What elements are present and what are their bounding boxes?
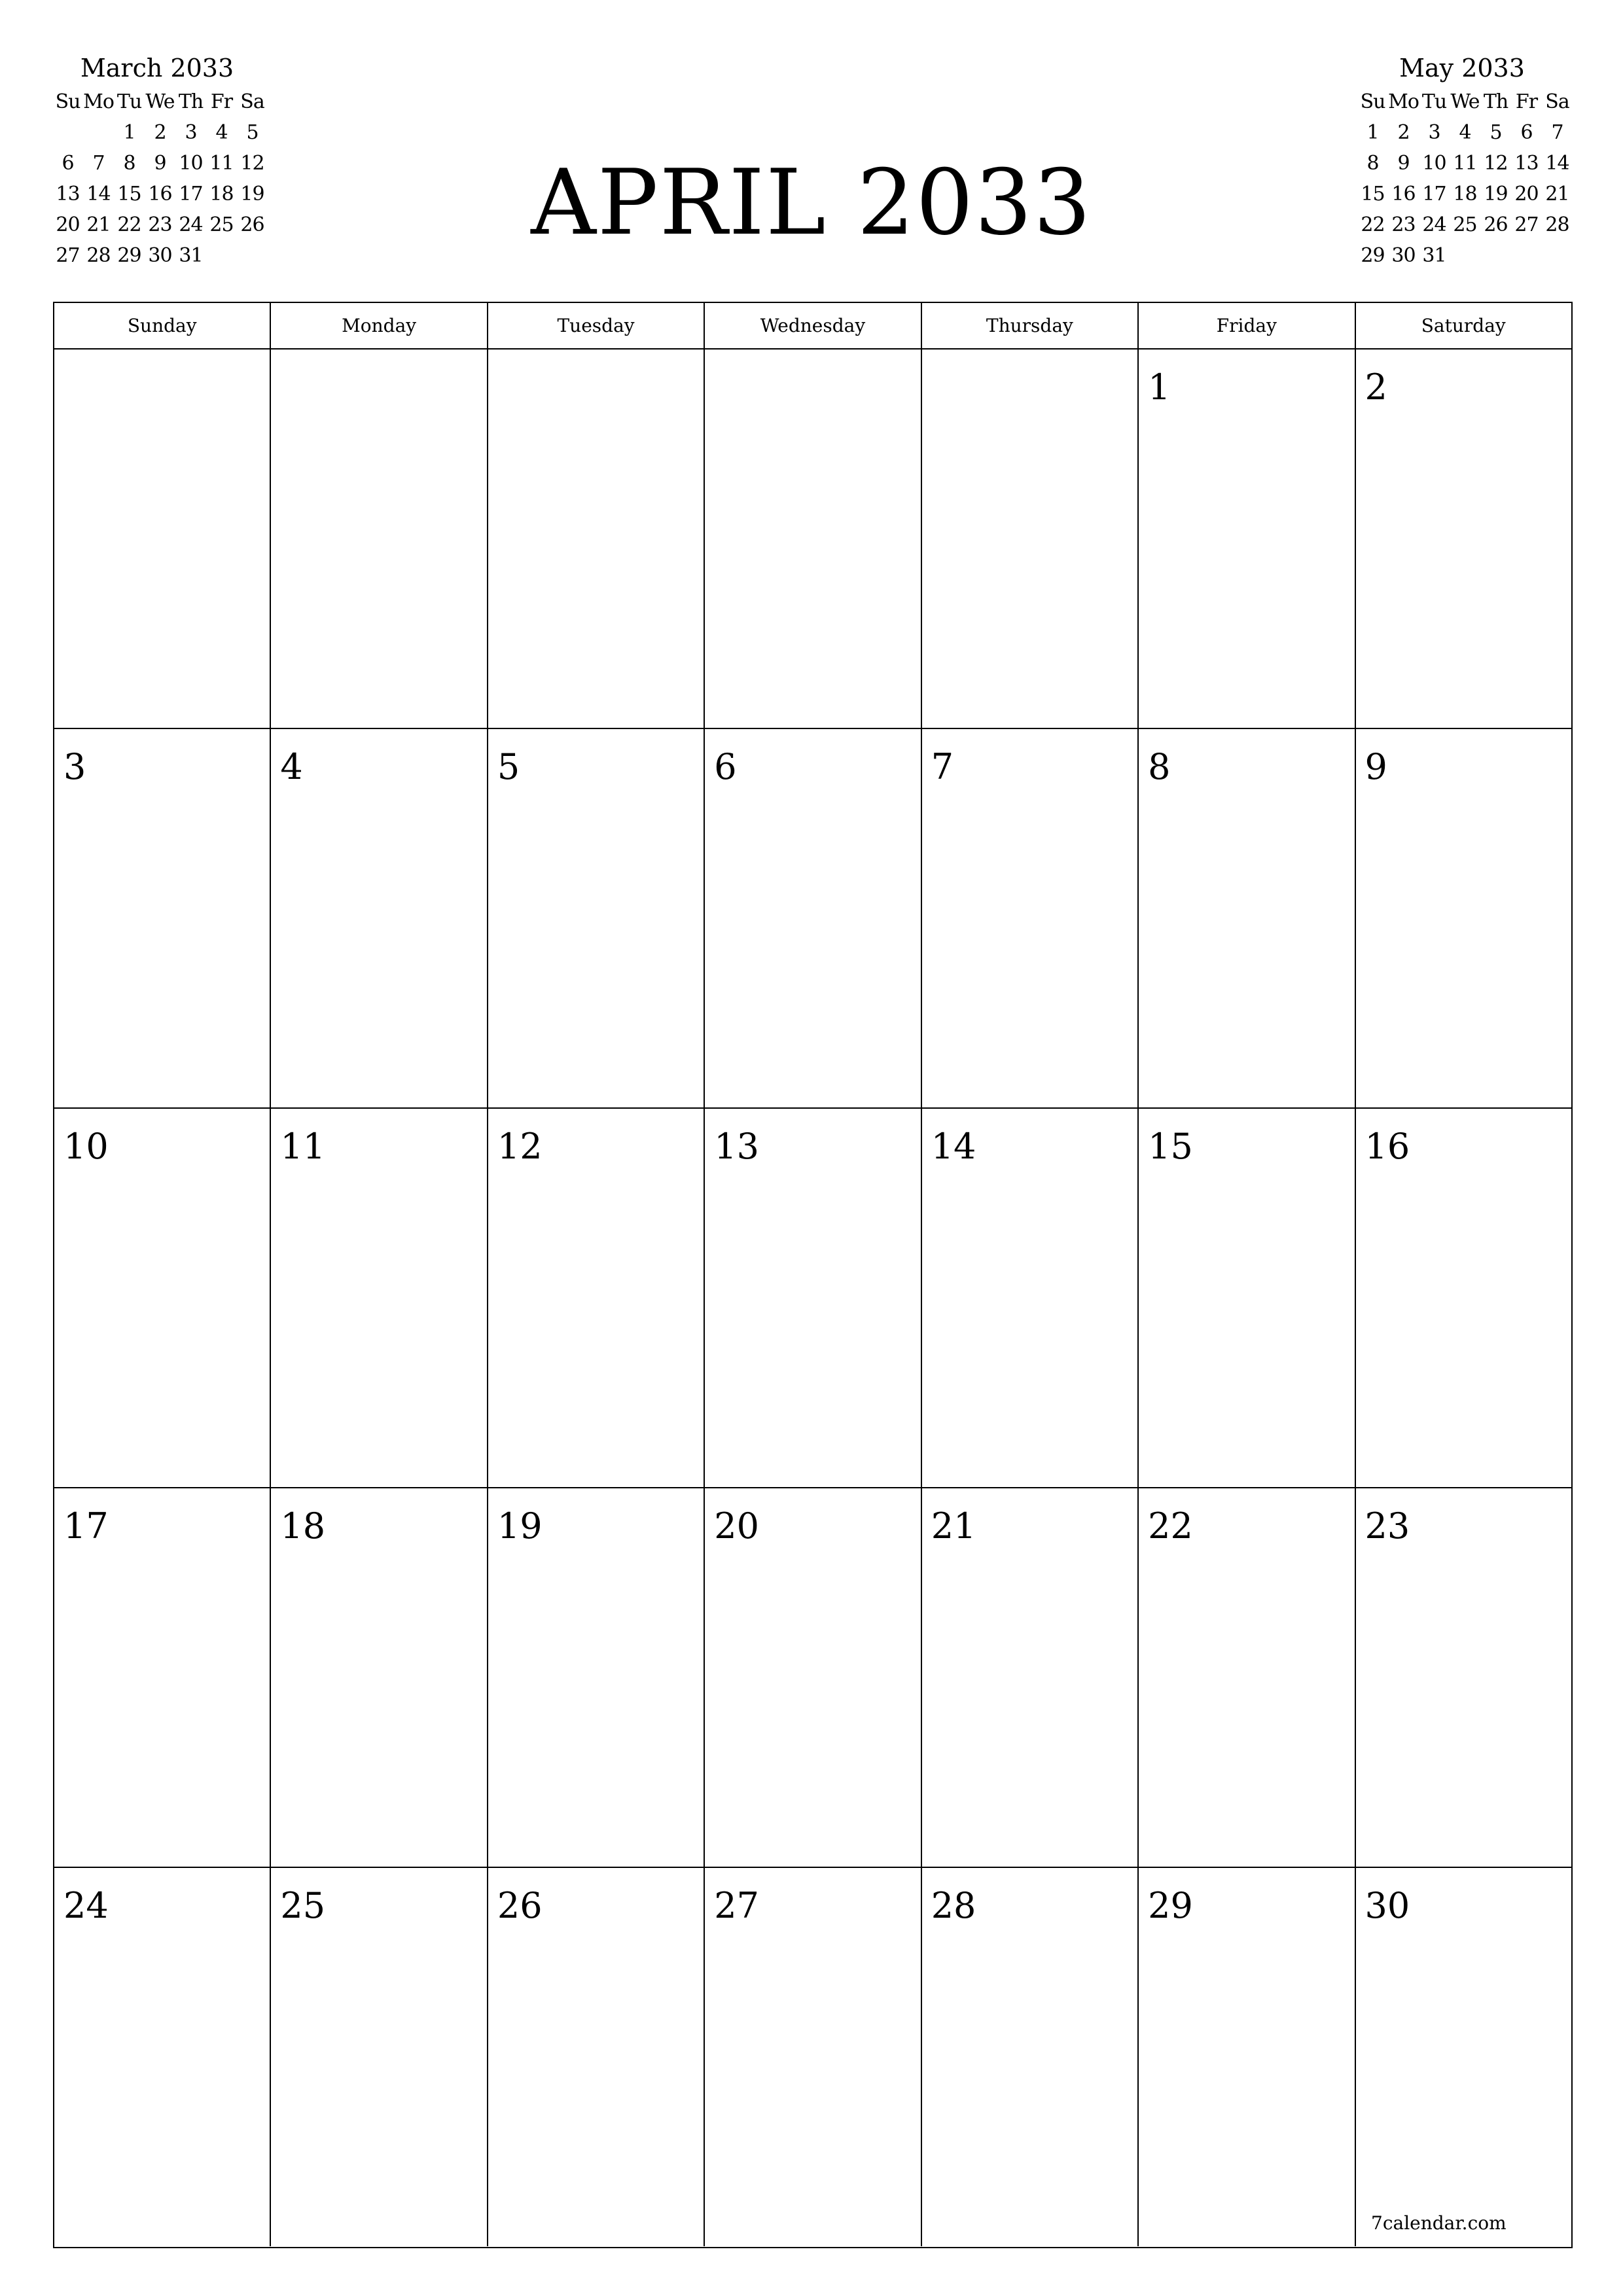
mini-day: 19 — [240, 183, 264, 206]
day-cell — [705, 729, 921, 1107]
mini-calendar-prev — [52, 52, 262, 271]
mini-day — [83, 117, 114, 148]
mini-day: 4 — [1459, 121, 1471, 144]
day-cell — [1139, 729, 1355, 1107]
day-cell — [488, 1868, 705, 2246]
mini-day: 14 — [86, 183, 111, 206]
day-cell — [271, 729, 488, 1107]
day-cell — [705, 1488, 921, 1867]
mini-weekday: Fr — [1515, 90, 1538, 113]
day-cell — [1356, 1868, 1571, 2246]
mini-calendar-next — [1357, 52, 1567, 271]
mini-day: 8 — [123, 152, 135, 175]
mini-weekday: Th — [178, 90, 204, 113]
day-cell — [488, 1488, 705, 1867]
mini-weekday: Sa — [1545, 90, 1569, 113]
day-cell — [271, 1488, 488, 1867]
day-cell — [271, 350, 488, 728]
mini-day: 4 — [215, 121, 228, 144]
mini-weekday: Mo — [1388, 90, 1419, 113]
mini-day: 26 — [1484, 213, 1508, 236]
mini-day: 15 — [117, 183, 141, 206]
mini-day: 15 — [1361, 183, 1385, 206]
mini-day: 24 — [179, 213, 203, 236]
day-cell — [271, 1109, 488, 1487]
day-number: 8 — [1148, 746, 1171, 787]
mini-day: 5 — [246, 121, 259, 144]
day-number: 13 — [714, 1126, 759, 1167]
mini-day: 31 — [179, 244, 203, 267]
mini-day: 7 — [1551, 121, 1563, 144]
mini-weekday: Sa — [240, 90, 264, 113]
day-number: 26 — [497, 1885, 543, 1926]
mini-day: 12 — [1484, 152, 1508, 175]
mini-day — [1542, 240, 1573, 271]
day-number: 17 — [63, 1505, 109, 1547]
mini-weekday: Th — [1483, 90, 1508, 113]
mini-day: 2 — [154, 121, 166, 144]
day-number: 14 — [931, 1126, 976, 1167]
mini-day: 18 — [1453, 183, 1477, 206]
mini-day: 10 — [179, 152, 203, 175]
day-number: 15 — [1148, 1126, 1193, 1167]
mini-day: 21 — [1545, 183, 1569, 206]
mini-day: 3 — [185, 121, 197, 144]
mini-day: 16 — [148, 183, 172, 206]
mini-day: 28 — [86, 244, 111, 267]
mini-day: 28 — [1545, 213, 1569, 236]
day-cell — [922, 729, 1139, 1107]
day-number: 28 — [931, 1885, 976, 1926]
day-cell — [1139, 1488, 1355, 1867]
day-cell — [54, 350, 271, 728]
mini-day: 6 — [1520, 121, 1533, 144]
day-number: 24 — [63, 1885, 109, 1926]
month-grid — [53, 302, 1573, 2248]
day-cell — [54, 1868, 271, 2246]
day-number: 9 — [1364, 746, 1387, 787]
mini-weekday: Fr — [210, 90, 233, 113]
mini-day — [237, 240, 268, 271]
mini-day: 22 — [1361, 213, 1385, 236]
mini-weekday: Tu — [1421, 90, 1447, 113]
mini-weekday: Mo — [83, 90, 114, 113]
day-cell — [705, 1868, 921, 2246]
mini-day: 10 — [1422, 152, 1446, 175]
day-cell — [1139, 1868, 1355, 2246]
mini-day: 13 — [1514, 152, 1539, 175]
day-cell — [922, 350, 1139, 728]
mini-weekday: Su — [55, 90, 80, 113]
day-cell — [54, 1488, 271, 1867]
mini-day — [206, 240, 237, 271]
weekday-header: Thursday — [922, 303, 1139, 348]
day-number: 2 — [1364, 367, 1387, 408]
mini-day: 16 — [1391, 183, 1416, 206]
day-cell — [922, 1109, 1139, 1487]
day-cell — [1356, 1488, 1571, 1867]
day-number: 18 — [280, 1505, 326, 1547]
mini-day: 23 — [148, 213, 172, 236]
day-number: 16 — [1364, 1126, 1410, 1167]
mini-day: 1 — [1366, 121, 1379, 144]
mini-day: 26 — [240, 213, 264, 236]
day-number: 6 — [714, 746, 737, 787]
mini-day: 30 — [148, 244, 172, 267]
day-cell — [1139, 350, 1355, 728]
day-number: 3 — [63, 746, 86, 787]
mini-day: 27 — [1514, 213, 1539, 236]
day-cell — [705, 1109, 921, 1487]
mini-day: 17 — [1422, 183, 1446, 206]
week-row — [54, 1109, 1571, 1488]
day-cell — [488, 350, 705, 728]
mini-calendar-grid — [1357, 86, 1567, 271]
day-number: 22 — [1148, 1505, 1193, 1547]
day-cell — [922, 1488, 1139, 1867]
day-cell — [705, 350, 921, 728]
mini-day: 2 — [1397, 121, 1410, 144]
weekday-header: Saturday — [1421, 315, 1506, 336]
day-cell — [54, 1109, 271, 1487]
day-number: 10 — [63, 1126, 109, 1167]
day-cell — [1356, 1109, 1571, 1487]
day-number: 19 — [497, 1505, 543, 1547]
day-cell — [1356, 729, 1571, 1107]
mini-day: 14 — [1545, 152, 1569, 175]
mini-day: 20 — [56, 213, 80, 236]
day-number: 5 — [497, 746, 520, 787]
mini-calendar-title: May 2033 — [1399, 54, 1525, 82]
mini-calendar-grid — [52, 86, 262, 271]
day-number: 11 — [280, 1126, 326, 1167]
mini-day: 20 — [1514, 183, 1539, 206]
mini-weekday: We — [1450, 90, 1480, 113]
mini-day — [52, 117, 83, 148]
mini-day: 22 — [117, 213, 141, 236]
mini-day: 25 — [1453, 213, 1477, 236]
weekday-header: Sunday — [54, 303, 271, 348]
day-number: 27 — [714, 1885, 759, 1926]
mini-day: 23 — [1391, 213, 1416, 236]
mini-day: 9 — [1397, 152, 1410, 175]
week-row — [54, 350, 1571, 729]
mini-day: 31 — [1422, 244, 1446, 267]
day-cell — [488, 729, 705, 1107]
day-cell — [1356, 350, 1571, 728]
weekday-header: Monday — [271, 303, 488, 348]
mini-day: 13 — [56, 183, 80, 206]
day-number: 4 — [280, 746, 303, 787]
mini-day: 18 — [209, 183, 234, 206]
day-cell — [271, 1868, 488, 2246]
mini-weekday: Tu — [116, 90, 142, 113]
mini-day: 17 — [179, 183, 203, 206]
site-credit: 7calendar.com — [1371, 2212, 1507, 2234]
mini-day: 27 — [56, 244, 80, 267]
mini-day: 29 — [117, 244, 141, 267]
day-cell — [922, 1868, 1139, 2246]
mini-calendar-title: March 2033 — [80, 54, 234, 82]
mini-day: 12 — [240, 152, 264, 175]
day-number: 25 — [280, 1885, 326, 1926]
weekday-header-row — [54, 303, 1571, 350]
mini-day: 29 — [1361, 244, 1385, 267]
mini-day: 25 — [209, 213, 234, 236]
mini-weekday: Su — [1360, 90, 1385, 113]
mini-day: 1 — [123, 121, 135, 144]
week-row — [54, 1488, 1571, 1868]
mini-day: 7 — [92, 152, 105, 175]
day-number: 23 — [1364, 1505, 1410, 1547]
weekday-header: Tuesday — [488, 303, 705, 348]
mini-day: 5 — [1489, 121, 1502, 144]
day-cell — [488, 1109, 705, 1487]
mini-day: 24 — [1422, 213, 1446, 236]
week-row — [54, 729, 1571, 1109]
day-number: 29 — [1148, 1885, 1193, 1926]
day-number: 7 — [931, 746, 954, 787]
week-row — [54, 1868, 1571, 2246]
day-cell — [54, 729, 271, 1107]
mini-day: 30 — [1391, 244, 1416, 267]
day-cell — [1139, 1109, 1355, 1487]
mini-weekday: We — [145, 90, 175, 113]
day-number: 1 — [1148, 367, 1171, 408]
mini-day: 19 — [1484, 183, 1508, 206]
mini-day — [1511, 240, 1542, 271]
mini-day — [1450, 240, 1480, 271]
mini-day: 3 — [1428, 121, 1440, 144]
weekday-header: Wednesday — [705, 303, 921, 348]
mini-day: 11 — [209, 152, 234, 175]
day-number: 21 — [931, 1505, 976, 1547]
mini-day: 21 — [86, 213, 111, 236]
mini-day — [1480, 240, 1511, 271]
month-title: APRIL 2033 — [531, 150, 1092, 255]
day-number: 30 — [1364, 1885, 1410, 1926]
mini-day: 6 — [62, 152, 74, 175]
weekday-header: Friday — [1139, 303, 1355, 348]
mini-day: 8 — [1366, 152, 1379, 175]
mini-day: 11 — [1453, 152, 1477, 175]
day-number: 12 — [497, 1126, 543, 1167]
day-number: 20 — [714, 1505, 759, 1547]
mini-day: 9 — [154, 152, 166, 175]
